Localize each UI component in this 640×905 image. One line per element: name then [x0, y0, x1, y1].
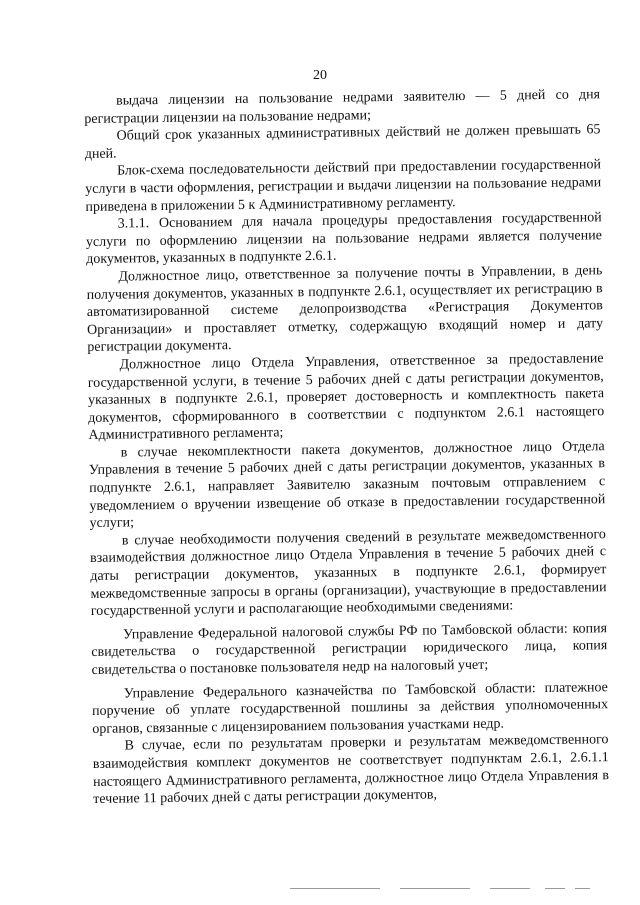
paragraph: Блок-схема последовательности действий при предоставлении государственной услуги в части оформления, регистрации и выдачи лицензии на пользование недрами приведена в приложении 5 к Административному регламенту.	[85, 157, 602, 215]
scan-line	[490, 888, 530, 889]
scan-line	[545, 888, 565, 889]
paragraph: в случае некомплектности пакета документов, должностное лицо Отдела Управления в течение 5 рабочих дней с даты регистрации документов, указанных в подпункте 2.6.1, направляет Заявителю заказным почтовым отправлением с уведомлением о вручении извещение об отказе в предоставлении государственной услуги;	[88, 439, 606, 532]
scan-artifact-lines	[290, 884, 600, 894]
scan-line	[290, 888, 380, 889]
scan-line	[400, 888, 470, 889]
paragraph: Общий срок указанных административных действий не должен превышать 65 дней.	[84, 122, 601, 162]
paragraph: В случае, если по результатам проверки и результатам межведомственного взаимодействия комплект документов не соответствует подпунктам 2.6.1, 2.6.1.1 настоящего Административного регламента, должностное лицо Отдела Управления в течение 11 рабочих дней с даты регистрации документов,	[92, 732, 610, 808]
paragraph: Должностное лицо Отдела Управления, ответственное за предоставление государственной услуги, в течение 5 рабочих дней с даты регистрации документов, указанных в подпункте 2.6.1, проверяет достоверность и комплектность пакета документов, сформированного в соответствии с подпунктом 2.6.1 настоящего Административного регламента;	[87, 351, 605, 444]
paragraph: Управление Федеральной налоговой службы РФ по Тамбовской области: копия свидетельства о государственной регистрации юридического лица, копия свидетельства о постановке пользователя недр на налоговый учет;	[91, 621, 608, 678]
page-number: 20	[313, 68, 327, 83]
body-text	[84, 86, 609, 808]
paragraph: Должностное лицо, ответственное за получение почты в Управлении, в день получения документов, указанных в подпункте 2.6.1, осуществляет их регистрацию в автоматизированной системе делопроизводства «Регистрация Документов Организации» и проставляет отметку, содержащую входящий номер и дату регистрации документа.	[86, 263, 604, 356]
paragraph: в случае необходимости получения сведений в результате межведомственного взаимодействия должностное лицо Отдела Управления в течение 5 рабочих дней с даты регистрации документов, указанных в подпункте 2.6.1, формирует межведомственные запросы в органы (организации), участвующие в предоставлении государственной услуги и располагающие необходимыми сведениями:	[90, 527, 607, 620]
paragraph: 3.1.1. Основанием для начала процедуры предоставления государственной услуги по оформлению лицензии на пользование недрами является получение документов, указанных в подпункте 2.6.1.	[85, 210, 603, 268]
paragraph: выдача лицензии на пользование недрами заявителю — 5 дней со дня регистрации лицензии на пользование недрами;	[84, 87, 601, 127]
scan-line	[575, 888, 590, 889]
paragraph: Управление Федерального казначейства по Тамбовской области: платежное поручение об уплате государственной пошлины за действия уполномоченных органов, связанные с лицензированием пользования участками недр.	[92, 679, 609, 737]
